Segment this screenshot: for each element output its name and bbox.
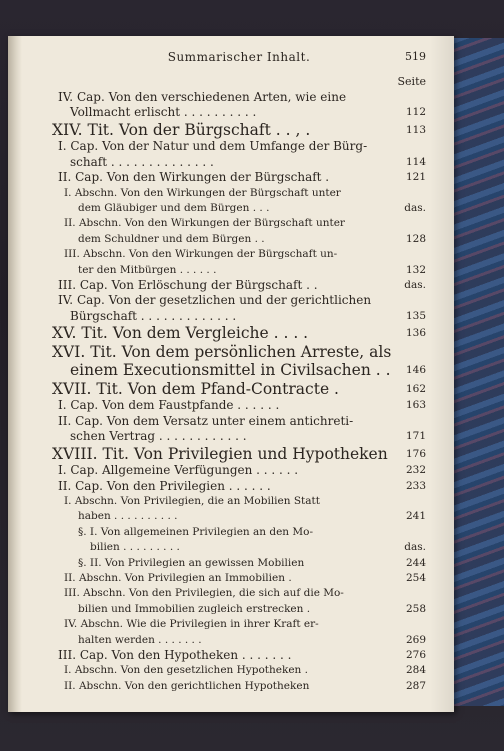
toc-entry-line: bilien und Immobilien zugleich erstrecken . 258	[52, 602, 426, 617]
toc-page-number: 276	[405, 648, 426, 661]
toc-entry-line: IV. Cap. Von den verschiedenen Arten, wie eine	[58, 90, 347, 104]
toc-entry	[52, 571, 426, 586]
toc-page-number: 233	[405, 479, 426, 492]
toc-entry-line: IV. Abschn. Wie die Privilegien in ihrer Kraft er-	[64, 618, 319, 631]
toc-entry-line: bilien . . . . . . . . . das.	[52, 540, 426, 555]
toc-page-number: 241	[405, 510, 426, 523]
toc-entry-line: XVIII. Tit. Von Privilegien und Hypotheken 176	[52, 444, 426, 463]
toc-entry-line: XVII. Tit. Von dem Pfand-Contracte . 162	[52, 379, 426, 398]
toc-page-number: 114	[405, 155, 426, 168]
toc-entry	[52, 380, 426, 399]
toc-page-number: das.	[404, 278, 426, 291]
toc-entry	[52, 343, 426, 380]
toc-entry	[52, 398, 426, 413]
toc-entry-line: haben . . . . . . . . . . 241	[52, 509, 426, 524]
toc-entry	[52, 663, 426, 678]
toc-page-number: 128	[405, 232, 426, 245]
toc-page-number: das.	[404, 541, 426, 554]
toc-entry-line: III. Cap. Von den Hypotheken . . . . . . . 276	[58, 647, 426, 662]
toc-entry-line: I. Abschn. Von den Wirkungen der Bürgschaft unter	[64, 186, 341, 199]
toc-page-number: das.	[404, 201, 426, 214]
seite-column-label: Seite	[397, 75, 426, 88]
toc-entry	[52, 121, 426, 140]
table-of-contents	[52, 50, 426, 694]
toc-entry	[52, 679, 426, 694]
toc-entry	[52, 525, 426, 556]
toc-entry-line: II. Cap. Von den Privilegien . . . . . . 233	[58, 478, 426, 493]
toc-entry	[52, 186, 426, 217]
toc-entry-line: I. Abschn. Von den gesetzlichen Hypotheken . 284	[52, 663, 426, 678]
toc-entry-line: XVI. Tit. Von dem persönlichen Arreste, als	[52, 342, 392, 361]
toc-page-number: 163	[405, 399, 426, 412]
toc-entry-line: I. Cap. Von der Natur und dem Umfange der Bürg-	[58, 139, 368, 154]
toc-entry-line: Bürgschaft . . . . . . . . . . . . . 135	[70, 308, 426, 323]
toc-page-number: 121	[405, 171, 426, 184]
page-gutter	[8, 36, 22, 712]
toc-page-number: 112	[405, 106, 426, 119]
toc-page-number: 176	[405, 447, 426, 460]
toc-entry-line: III. Abschn. Von den Privilegien, die sich auf die Mo-	[64, 587, 344, 600]
toc-entry-line: §. II. Von Privilegien an gewissen Mobilien 244	[52, 556, 426, 571]
toc-page-number: 269	[405, 633, 426, 646]
toc-entry	[52, 247, 426, 278]
toc-entry	[52, 648, 426, 663]
toc-entry-line: XIV. Tit. Von der Bürgschaft . . , . 113	[52, 120, 426, 139]
toc-entry-line: I. Cap. Allgemeine Verfügungen . . . . . . 232	[58, 463, 426, 478]
toc-page-number: 146	[405, 364, 426, 377]
toc-entry	[52, 324, 426, 343]
running-title: Summarischer Inhalt.	[167, 50, 311, 64]
toc-entry-line: schaft . . . . . . . . . . . . . . 114	[70, 154, 426, 169]
toc-entry	[52, 617, 426, 648]
toc-entry	[52, 139, 426, 170]
toc-entry-line: II. Cap. Von den Wirkungen der Bürgschaft . 121	[58, 170, 426, 185]
toc-entry	[52, 170, 426, 185]
toc-entry-line: IV. Cap. Von der gesetzlichen und der gerichtlichen	[58, 293, 372, 308]
toc-page-number: 136	[405, 327, 426, 340]
toc-entry-line: halten werden . . . . . . . 269	[52, 633, 426, 648]
toc-entry-line: II. Abschn. Von den gerichtlichen Hypotheken 287	[52, 679, 426, 694]
toc-entry	[52, 445, 426, 464]
toc-entry-line: II. Abschn. Von Privilegien an Immobilien . 254	[52, 571, 426, 586]
toc-page-number: 132	[405, 263, 426, 276]
toc-page-number: 287	[405, 679, 426, 692]
marbled-page-edge	[452, 38, 504, 706]
toc-entry	[52, 216, 426, 247]
running-header	[52, 50, 426, 70]
page-shadow	[430, 36, 454, 712]
toc-entry	[52, 414, 426, 445]
toc-entry-line: XV. Tit. Von dem Vergleiche . . . . 136	[52, 324, 426, 343]
toc-page-number: 113	[405, 123, 426, 136]
toc-page-number: 284	[405, 664, 426, 677]
toc-entry-line: dem Gläubiger und dem Bürgen . . . das.	[52, 201, 426, 216]
toc-entry-line: ter den Mitbürgen . . . . . . 132	[52, 263, 426, 278]
toc-entry	[52, 90, 426, 121]
toc-page-number: 232	[405, 464, 426, 477]
toc-entry-line: dem Schuldner und dem Bürgen . . 128	[52, 232, 426, 247]
toc-entry	[52, 278, 426, 293]
toc-entries	[52, 90, 426, 694]
toc-entry-line: einem Executionsmittel in Civilsachen . . 146	[70, 361, 426, 380]
toc-entry-line: III. Cap. Von Erlöschung der Bürgschaft . . das.	[58, 277, 426, 292]
toc-page-number: 171	[405, 430, 426, 443]
toc-entry	[52, 556, 426, 571]
toc-entry-line: schen Vertrag . . . . . . . . . . . . 171	[70, 429, 426, 444]
toc-entry-line: III. Abschn. Von den Wirkungen der Bürgschaft un-	[64, 248, 338, 261]
toc-entry	[52, 479, 426, 494]
toc-entry	[52, 494, 426, 525]
toc-page-number: 135	[405, 309, 426, 322]
toc-entry	[52, 586, 426, 617]
page-number: 519	[405, 50, 426, 63]
toc-entry-line: II. Abschn. Von den Wirkungen der Bürgschaft unter	[64, 217, 345, 230]
toc-page-number: 162	[405, 382, 426, 395]
toc-entry	[52, 293, 426, 324]
toc-entry-line: I. Abschn. Von Privilegien, die an Mobilien Statt	[64, 494, 320, 507]
toc-page-number: 254	[405, 571, 426, 584]
toc-entry-line: I. Cap. Von dem Faustpfande . . . . . . 163	[58, 398, 426, 413]
toc-page-number: 258	[405, 602, 426, 615]
toc-entry-line: §. I. Von allgemeinen Privilegien an den Mo-	[78, 525, 314, 538]
toc-entry-line: II. Cap. Von dem Versatz unter einem antichreti-	[58, 413, 354, 428]
toc-entry-line: Vollmacht erlischt . . . . . . . . . . 112	[70, 105, 426, 120]
toc-entry	[52, 463, 426, 478]
toc-page-number: 244	[405, 556, 426, 569]
